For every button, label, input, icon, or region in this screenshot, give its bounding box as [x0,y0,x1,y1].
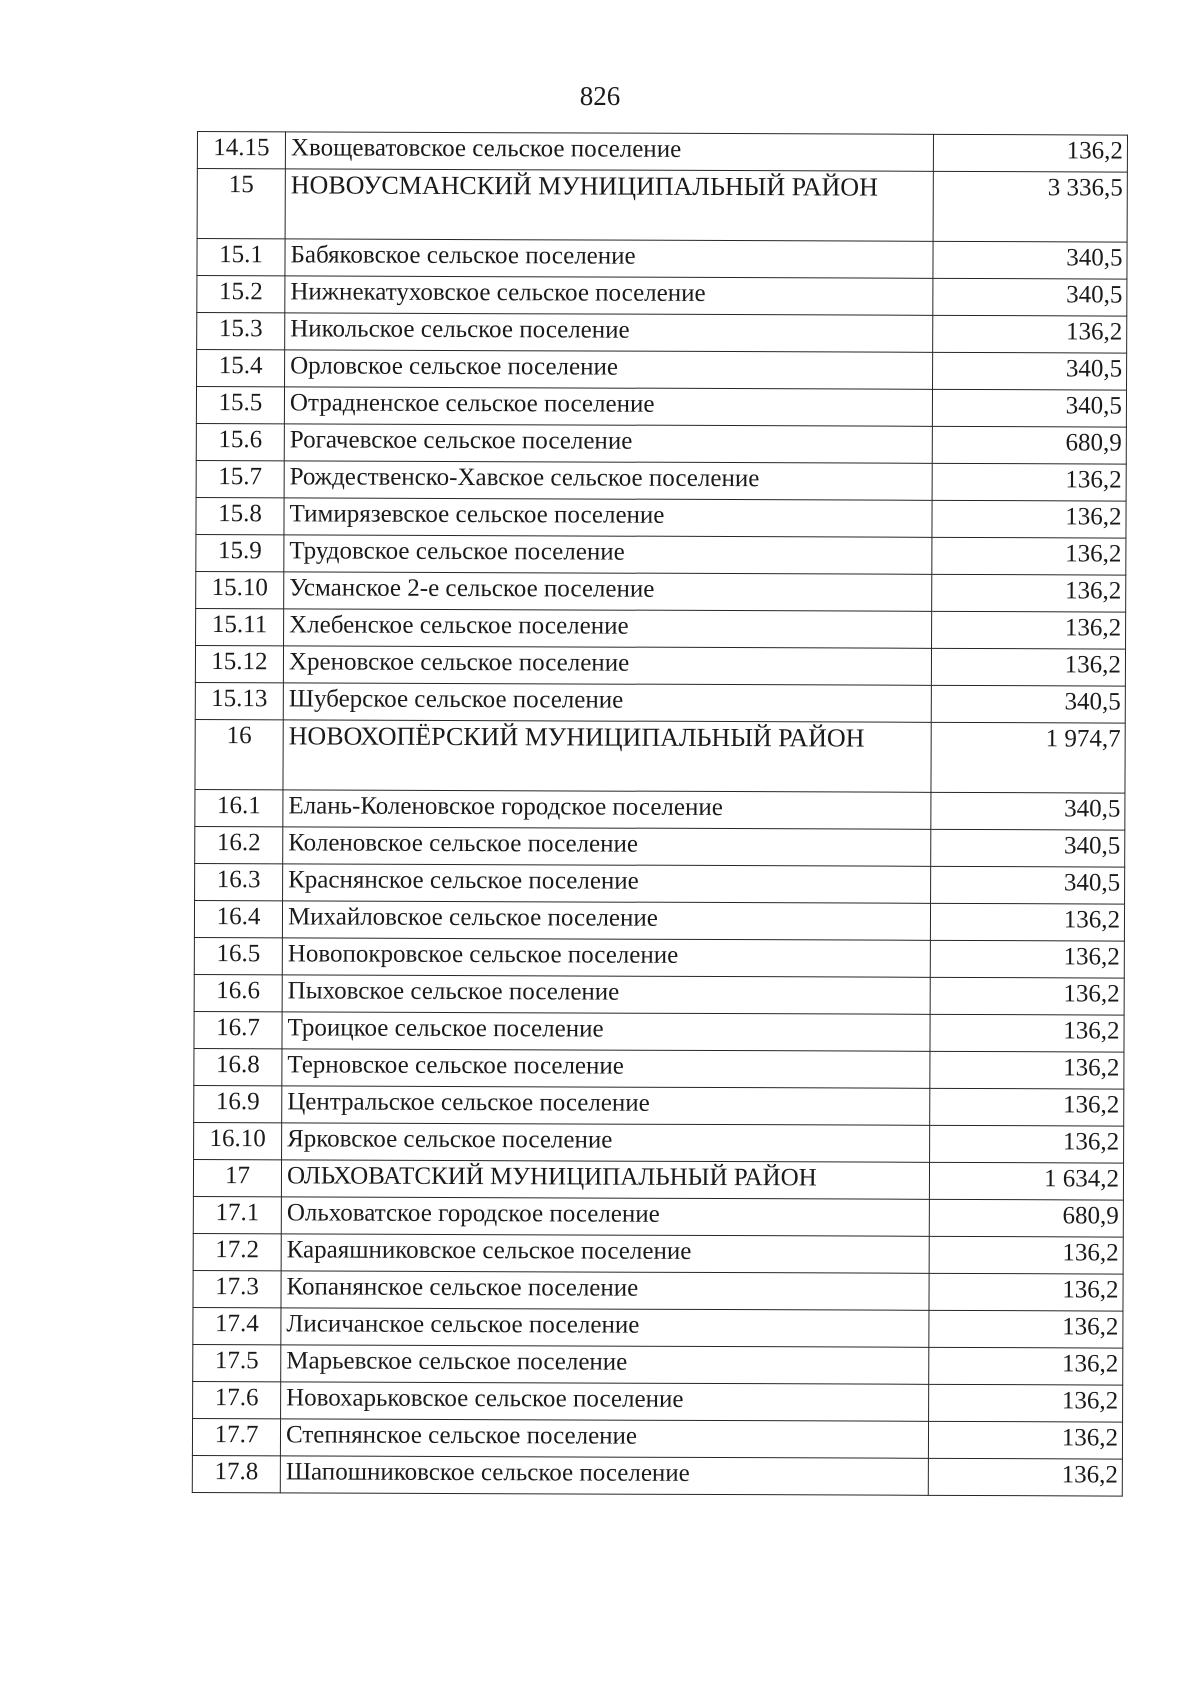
amount-cell: 136,2 [930,1051,1124,1089]
row-number-cell: 15.6 [196,423,284,460]
table-row [195,645,1125,686]
table-row [196,571,1126,612]
row-number-cell: 15.13 [195,682,283,719]
settlement-name-cell: Рождественско-Хавское сельское поселение [284,461,932,500]
row-number-cell: 16.1 [195,789,283,826]
row-number-cell: 14.15 [197,132,285,169]
amount-cell: 136,2 [932,463,1126,501]
settlement-name-cell: Пыховское сельское поселение [282,975,930,1014]
amount-cell: 136,2 [929,1347,1123,1385]
table-row [194,1122,1124,1163]
amount-cell: 136,2 [929,1273,1123,1311]
row-number-cell: 16 [195,719,283,789]
table-row [196,497,1126,538]
row-number-cell: 16.7 [194,1011,282,1048]
row-number-cell: 15.4 [197,350,285,387]
row-number-cell: 17 [193,1159,281,1196]
table-row [197,276,1127,317]
settlement-name-cell: Михайловское сельское поселение [282,901,930,940]
amount-cell: 136,2 [929,1384,1123,1422]
amount-cell: 340,5 [933,278,1127,316]
table-row [196,608,1126,649]
table-row [192,1418,1122,1459]
row-number-cell: 16.6 [194,974,282,1011]
amount-cell: 3 336,5 [933,171,1127,242]
amount-cell: 136,2 [932,574,1126,612]
settlement-name-cell: Елань-Коленовское городское поселение [283,790,931,829]
table-row [193,1344,1123,1385]
settlement-name-cell: Копанянское сельское поселение [281,1271,929,1310]
table-row [197,132,1127,173]
settlement-name-cell: Новохарьковское сельское поселение [281,1382,929,1421]
settlement-name-cell: Трудовское сельское поселение [284,535,932,574]
row-number-cell: 15.3 [197,313,285,350]
amount-cell: 136,2 [933,134,1127,172]
table-row [193,1159,1123,1200]
amount-cell: 136,2 [929,1310,1123,1348]
settlement-name-cell: Караяшниковское сельское поселение [281,1234,929,1273]
table-row [194,974,1124,1015]
table-row [197,313,1127,354]
row-number-cell: 16.9 [194,1085,282,1122]
row-number-cell: 15.5 [196,387,284,424]
settlement-name-cell: Хлебенское сельское поселение [284,609,932,648]
table-row [197,239,1127,280]
settlement-name-cell: Новопокровское сельское поселение [282,938,930,977]
settlement-name-cell: Хреновское сельское поселение [283,646,931,685]
row-number-cell: 16.5 [194,937,282,974]
table-row [194,1085,1124,1126]
settlement-name-cell: Орловское сельское поселение [285,350,933,389]
table-row [196,423,1126,464]
table-row [195,682,1125,723]
row-number-cell: 17.8 [192,1455,280,1492]
row-number-cell: 15.7 [196,460,284,497]
amount-cell: 136,2 [933,315,1127,353]
settlement-name-cell: Троицкое сельское поселение [282,1012,930,1051]
table-row [194,937,1124,978]
settlement-name-cell: ОЛЬХОВАТСКИЙ МУНИЦИПАЛЬНЫЙ РАЙОН [281,1160,929,1199]
row-number-cell: 17.2 [193,1233,281,1270]
amount-cell: 1 634,2 [929,1162,1123,1200]
row-number-cell: 15.9 [196,534,284,571]
row-number-cell: 17.7 [192,1418,280,1455]
settlement-name-cell: НОВОУСМАНСКИЙ МУНИЦИПАЛЬНЫЙ РАЙОН [285,169,933,241]
row-number-cell: 15.11 [196,608,284,645]
row-number-cell: 17.4 [193,1307,281,1344]
row-number-cell: 15.1 [197,239,285,276]
settlements-table [192,131,1128,1497]
amount-cell: 340,5 [931,685,1125,723]
table-row [194,1048,1124,1089]
amount-cell: 340,5 [933,241,1127,279]
amount-cell: 340,5 [932,389,1126,427]
table-body [192,132,1127,1497]
amount-cell: 680,9 [929,1199,1123,1237]
table-row [193,1270,1123,1311]
amount-cell: 136,2 [928,1458,1122,1496]
table-row [193,1196,1123,1237]
amount-cell: 136,2 [930,1088,1124,1126]
settlement-name-cell: Рогачевское сельское поселение [284,424,932,463]
amount-cell: 136,2 [932,537,1126,575]
row-number-cell: 15.8 [196,497,284,534]
amount-cell: 136,2 [932,611,1126,649]
table-row [196,387,1126,428]
table-row [193,1381,1123,1422]
settlement-name-cell: Центральское сельское поселение [282,1086,930,1125]
district-row [197,169,1127,243]
settlement-name-cell: Тимирязевское сельское поселение [284,498,932,537]
amount-cell: 136,2 [929,1236,1123,1274]
amount-cell: 136,2 [930,977,1124,1015]
amount-cell: 136,2 [930,1014,1124,1052]
settlement-name-cell: Никольское сельское поселение [285,313,933,352]
row-number-cell: 16.4 [194,900,282,937]
settlement-name-cell: Бабяковское сельское поселение [285,239,933,278]
table-row [194,1011,1124,1052]
amount-cell: 340,5 [931,792,1125,830]
amount-cell: 136,2 [931,648,1125,686]
row-number-cell: 17.1 [193,1196,281,1233]
table-row [196,534,1126,575]
row-number-cell: 16.8 [194,1048,282,1085]
settlement-name-cell: Степнянское сельское поселение [280,1419,928,1458]
table-row [196,460,1126,501]
table-row [195,863,1125,904]
amount-cell: 1 974,7 [931,722,1125,793]
row-number-cell: 17.3 [193,1270,281,1307]
settlement-name-cell: Усманское 2-е сельское поселение [284,572,932,611]
settlement-name-cell: Шуберское сельское поселение [283,683,931,722]
amount-cell: 340,5 [931,866,1125,904]
row-number-cell: 16.10 [194,1122,282,1159]
page-number: 826 [579,81,621,111]
settlement-name-cell: Терновское сельское поселение [282,1049,930,1088]
settlement-name-cell: Ярковское сельское поселение [282,1123,930,1162]
amount-cell: 136,2 [928,1421,1122,1459]
row-number-cell: 17.5 [193,1344,281,1381]
settlement-name-cell: Марьевское сельское поселение [281,1345,929,1384]
table-row [193,1233,1123,1274]
table-row [192,1455,1122,1496]
row-number-cell: 15 [197,169,285,239]
settlement-name-cell: Ольховатское городское поселение [281,1197,929,1236]
table-row [195,826,1125,867]
settlement-name-cell: Краснянское сельское поселение [283,864,931,903]
row-number-cell: 15.10 [196,571,284,608]
settlement-name-cell: Хвощеватовское сельское поселение [285,132,933,171]
settlement-name-cell: Коленовское сельское поселение [283,827,931,866]
amount-cell: 136,2 [932,500,1126,538]
settlement-name-cell: Нижнекатуховское сельское поселение [285,276,933,315]
row-number-cell: 17.6 [193,1381,281,1418]
amount-cell: 340,5 [933,352,1127,390]
settlement-name-cell: НОВОХОПЁРСКИЙ МУНИЦИПАЛЬНЫЙ РАЙОН [283,720,931,792]
row-number-cell: 16.2 [195,826,283,863]
amount-cell: 680,9 [932,426,1126,464]
settlement-name-cell: Шапошниковское сельское поселение [280,1456,928,1495]
amount-cell: 136,2 [930,940,1124,978]
table-row [195,789,1125,830]
settlement-name-cell: Отрадненское сельское поселение [284,387,932,426]
amount-cell: 136,2 [930,1125,1124,1163]
row-number-cell: 15.12 [195,645,283,682]
district-row [195,719,1125,793]
row-number-cell: 15.2 [197,276,285,313]
table-row [194,900,1124,941]
settlement-name-cell: Лисичанское сельское поселение [281,1308,929,1347]
table-row [197,350,1127,391]
table-row [193,1307,1123,1348]
amount-cell: 340,5 [931,829,1125,867]
amount-cell: 136,2 [930,903,1124,941]
row-number-cell: 16.3 [195,863,283,900]
